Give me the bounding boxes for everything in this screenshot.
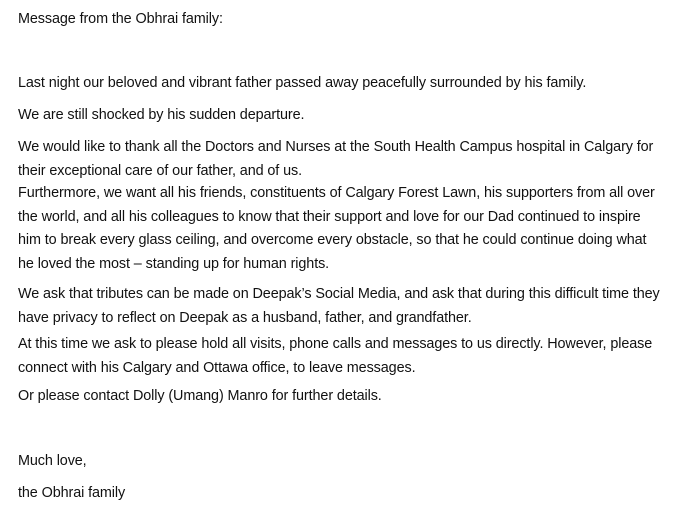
closing-line: Much love, — [18, 453, 87, 469]
paragraph-visits: At this time we ask to please hold all visits, phone calls and messages to us directly. However, please connect with his Calgary and Ottawa office, to leave messages. — [18, 336, 653, 376]
signature-line: the Obhrai family — [18, 485, 126, 501]
paragraph-thanks: We would like to thank all the Doctors and Nurses at the South Health Campus hospital in Calgary for their exceptional care of our father, and of us. — [18, 139, 654, 179]
paragraph-passing: Last night our beloved and vibrant father passed away peacefully surrounded by his family. — [18, 75, 587, 91]
message-heading: Message from the Obhrai family: — [18, 11, 223, 27]
paragraph-contact: Or please contact Dolly (Umang) Manro for further details. — [18, 388, 382, 404]
paragraph-tributes: We ask that tributes can be made on Deepak’s Social Media, and ask that during this difficult time they have privacy to reflect on Deepak as a husband, father, and grandfather. — [18, 286, 660, 326]
paragraph-supporters: Furthermore, we want all his friends, constituents of Calgary Forest Lawn, his supporters from all over the world, and all his colleagues to know that their support and love for our Dad continued to inspire him to break every glass ceiling, and overcome every obstacle, so that he could continue doing what he loved the most – standing up for human rights. — [18, 185, 655, 272]
paragraph-shock: We are still shocked by his sudden departure. — [18, 107, 305, 123]
